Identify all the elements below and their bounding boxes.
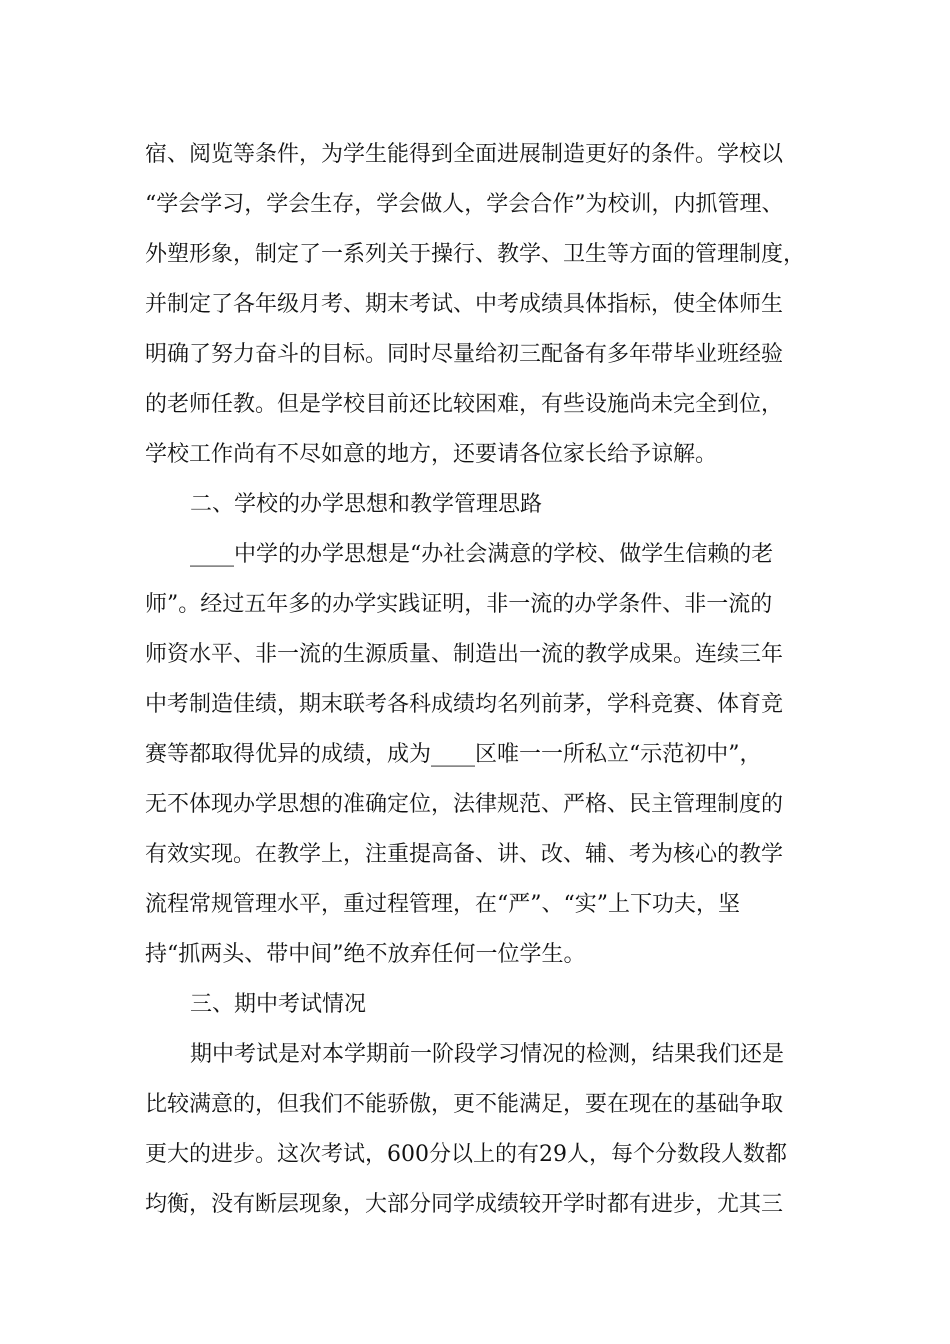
text-line: ____中学的办学思想是“办社会满意的学校、做学生信赖的老: [190, 542, 774, 567]
text-line: 中考制造佳绩，期末联考各科成绩均名列前茅，学科竞赛、体育竞: [145, 692, 784, 717]
text-line: 的老师任教。但是学校目前还比较困难，有些设施尚未完全到位，: [145, 392, 784, 417]
text-line: 流程常规管理水平，重过程管理，在“严”、“实”上下功夫，坚: [145, 892, 740, 917]
text-line: 学校工作尚有不尽如意的地方，还要请各位家长给予谅解。: [145, 442, 718, 467]
text-line: 并制定了各年级月考、期末考试、中考成绩具体指标，使全体师生: [145, 292, 784, 317]
text-line: 师资水平、非一流的生源质量、制造出一流的教学成果。连续三年: [145, 642, 784, 667]
section-heading: 三、期中考试情况: [190, 992, 367, 1017]
text-line: 师”。经过五年多的办学实践证明，非一流的办学条件、非一流的: [145, 592, 773, 617]
text-line: 期中考试是对本学期前一阶段学习情况的检测，结果我们还是: [190, 1042, 785, 1067]
text-line: 外塑形象，制定了一系列关于操行、教学、卫生等方面的管理制度，: [145, 242, 806, 267]
text-line: 均衡，没有断层现象，大部分同学成绩较开学时都有进步，尤其三: [145, 1192, 784, 1217]
text-line: 比较满意的，但我们不能骄傲，更不能满足，要在现在的基础争取: [145, 1092, 784, 1117]
section-heading: 二、学校的办学思想和教学管理思路: [190, 492, 543, 517]
text-line: 赛等都取得优异的成绩，成为____区唯一一所私立“示范初中”，: [145, 742, 762, 767]
text-line: 无不体现办学思想的准确定位，法律规范、严格、民主管理制度的: [145, 792, 784, 817]
text-line: 持“抓两头、带中间”绝不放弃任何一位学生。: [145, 942, 586, 967]
text-line: 有效实现。在教学上，注重提高备、讲、改、辅、考为核心的教学: [145, 842, 784, 867]
text-line: 宿、阅览等条件，为学生能得到全面进展制造更好的条件。学校以: [145, 142, 784, 167]
text-line: 明确了努力奋斗的目标。同时尽量给初三配备有多年带毕业班经验: [145, 342, 784, 367]
text-line: “学会学习，学会生存，学会做人，学会合作”为校训，内抓管理、: [145, 192, 784, 217]
text-line: 更大的进步。这次考试，600分以上的有29人，每个分数段人数都: [145, 1142, 787, 1167]
